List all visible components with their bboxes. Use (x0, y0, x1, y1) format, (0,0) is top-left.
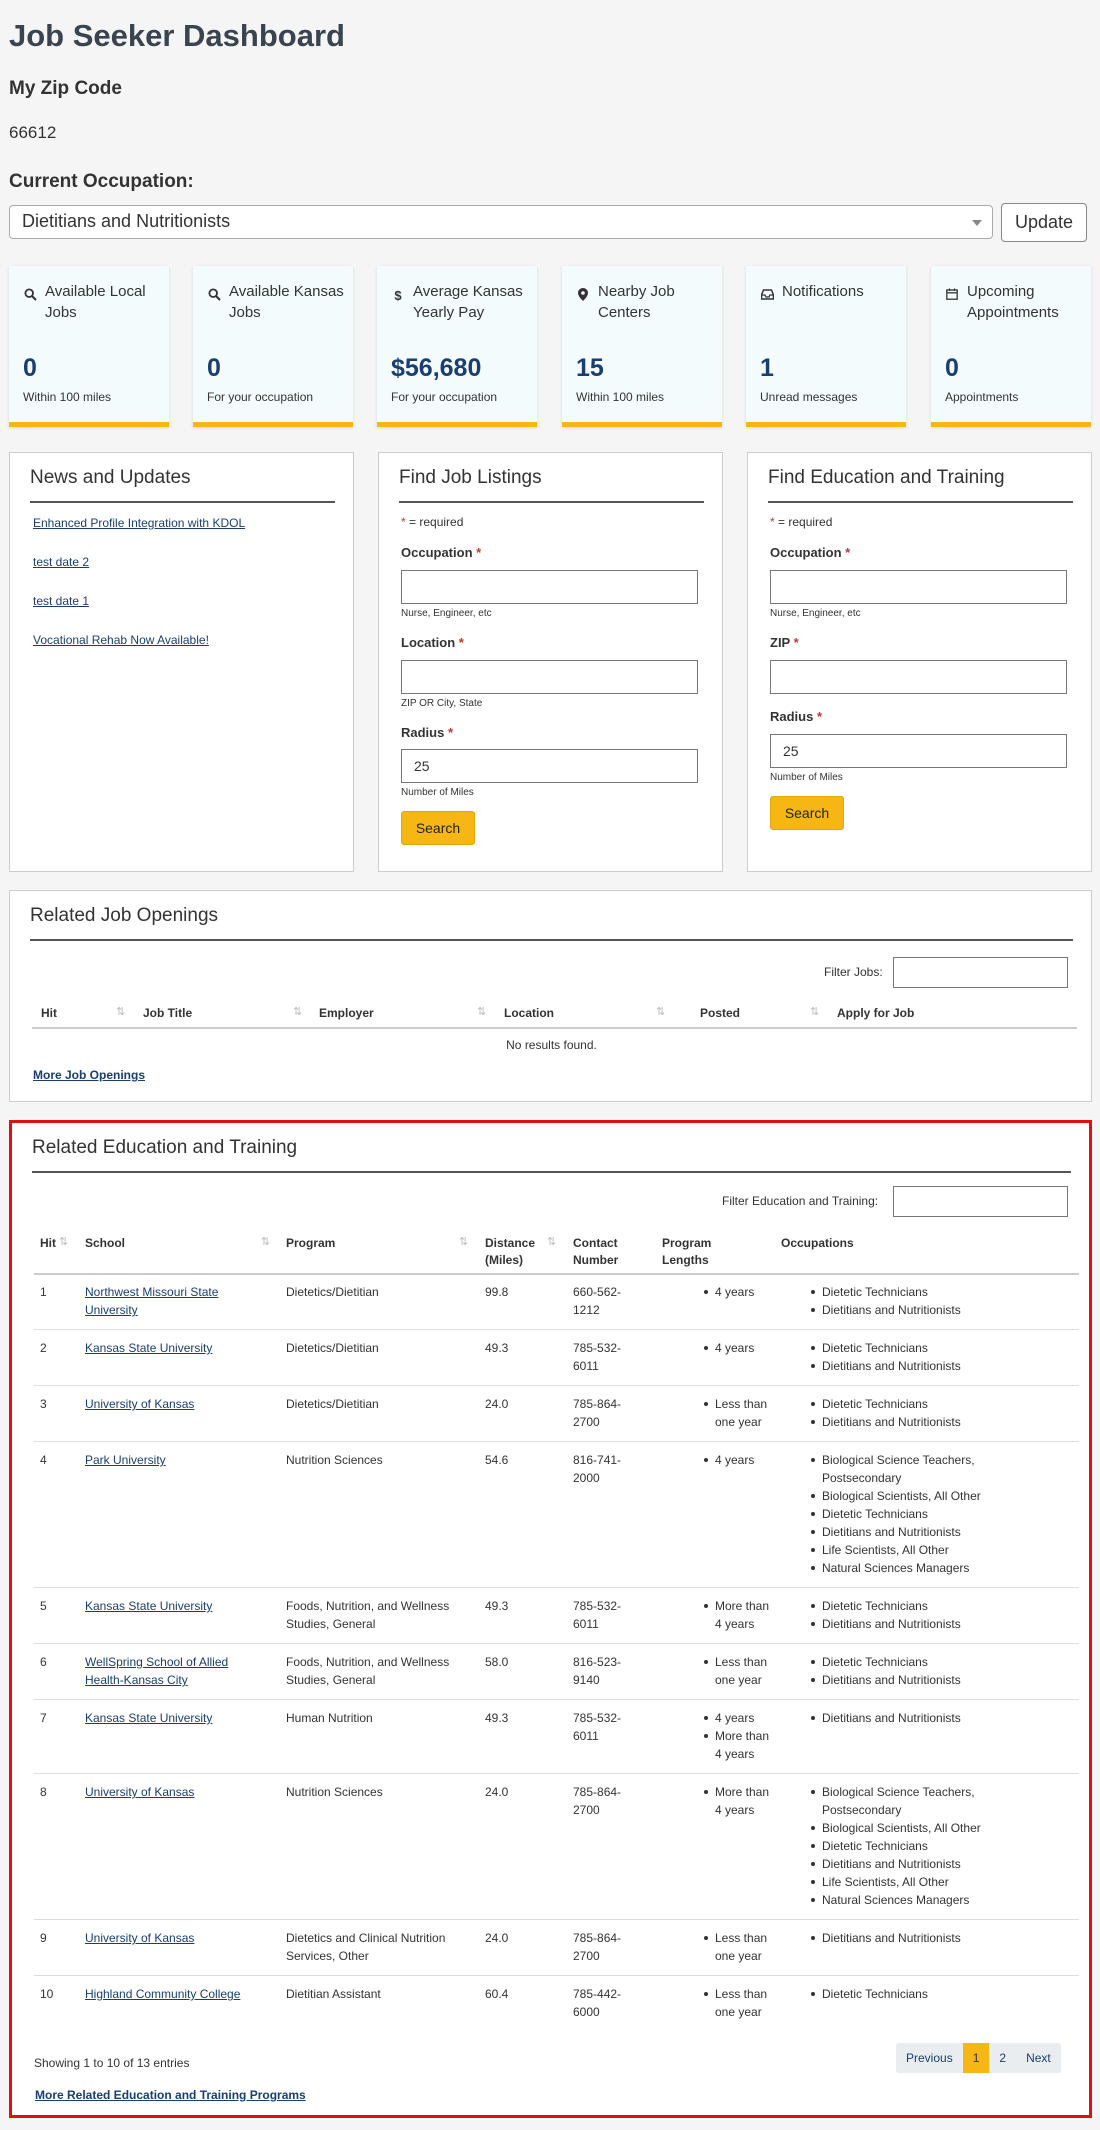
stat-card-appointments[interactable] (931, 266, 1091, 427)
occupation-item: Dietetic Technicians (811, 1837, 1011, 1855)
sort-icon[interactable]: ⇅ (59, 1236, 69, 1248)
table-cell-school (85, 1451, 250, 1469)
stat-value: 0 (23, 354, 37, 382)
stat-value: $56,680 (391, 354, 482, 382)
location-label: Location * (401, 635, 464, 650)
table-cell-contact: 816-523-9140 (573, 1655, 622, 1687)
stat-sub: Unread messages (760, 390, 858, 404)
table-cell-program: Foods, Nutrition, and Wellness Studies, General (286, 1655, 450, 1687)
column-header-employer[interactable]: Employer (319, 1006, 374, 1020)
table-cell-occupations (811, 1783, 1011, 1909)
occupation-help: Nurse, Engineer, etc (401, 608, 492, 619)
find-education-title: Find Education and Training (768, 467, 1005, 488)
table-cell-program: Dietetics/Dietitian (286, 1397, 379, 1411)
table-cell-lengths (704, 1339, 779, 1357)
divider (32, 1027, 1077, 1029)
table-cell-occupations (811, 1451, 1011, 1577)
table-cell-occupations (811, 1339, 1011, 1375)
occupation-item: Biological Science Teachers, Postsecondary (811, 1783, 1011, 1819)
program-length-item: More than 4 years (704, 1597, 779, 1633)
table-cell-contact: 785-532-6011 (573, 1341, 622, 1373)
occupation-item: Dietitians and Nutritionists (811, 1301, 1011, 1319)
column-header-occupations[interactable]: Occupations (781, 1236, 854, 1250)
occupation-item: Dietitians and Nutritionists (811, 1615, 1011, 1633)
sort-icon[interactable]: ⇅ (656, 1006, 666, 1018)
table-cell-program: Nutrition Sciences (286, 1785, 383, 1799)
occupation-item: Life Scientists, All Other (811, 1873, 1011, 1891)
table-cell-program: Foods, Nutrition, and Wellness Studies, General (286, 1599, 450, 1631)
zip-value: 66612 (9, 123, 57, 142)
zip-label: My Zip Code (9, 78, 122, 99)
table-cell-lengths (704, 1985, 779, 2021)
table-cell-hit: 10 (40, 1987, 54, 2001)
stat-label: Notifications (782, 283, 864, 300)
occupation-item: Dietetic Technicians (811, 1597, 1011, 1615)
table-cell-hit: 3 (40, 1397, 47, 1411)
column-header-hit[interactable]: Hit (40, 1236, 56, 1250)
program-length-item: 4 years (704, 1709, 779, 1727)
table-cell-hit: 5 (40, 1599, 47, 1613)
job-openings-title: Related Job Openings (30, 905, 219, 926)
table-cell-occupations (811, 1929, 1011, 1947)
more-job-openings-link[interactable]: More Job Openings (33, 1068, 146, 1082)
table-cell-hit: 1 (40, 1285, 47, 1299)
table-cell-contact: 660-562-1212 (573, 1285, 622, 1317)
map-marker-icon (576, 288, 590, 304)
radius-label: Radius * (401, 725, 454, 740)
stat-label: Available Kansas Jobs (229, 283, 344, 321)
occupation-item: Dietitians and Nutritionists (811, 1929, 1011, 1947)
occupation-item: Natural Sciences Managers (811, 1891, 1011, 1909)
stat-card-local-jobs[interactable] (9, 266, 169, 427)
pagination-page-2[interactable]: 2 (999, 2051, 1007, 2065)
stat-card-average-pay[interactable] (377, 266, 537, 427)
column-header-job-title[interactable]: Job Title (143, 1006, 193, 1020)
pagination-previous[interactable]: Previous (906, 2051, 953, 2065)
table-cell-program: Human Nutrition (286, 1711, 373, 1725)
program-length-item: Less than one year (704, 1653, 779, 1689)
divider (34, 1975, 1079, 1976)
divider (399, 501, 704, 503)
stat-label: Nearby Job Centers (598, 283, 675, 321)
table-cell-school (85, 1783, 250, 1801)
news-title: News and Updates (30, 467, 191, 488)
occupation-help: Nurse, Engineer, etc (770, 608, 861, 619)
dollar-icon: $ (394, 288, 402, 303)
occupation-item: Natural Sciences Managers (811, 1559, 1011, 1577)
sort-icon[interactable]: ⇅ (293, 1006, 303, 1018)
occupation-item: Dietetic Technicians (811, 1653, 1011, 1671)
page-title: Job Seeker Dashboard (9, 18, 345, 53)
table-cell-school (85, 1339, 250, 1357)
search-icon (207, 288, 221, 304)
program-length-item: More than 4 years (704, 1783, 779, 1819)
sort-icon[interactable]: ⇅ (547, 1236, 557, 1248)
stat-label: Upcoming Appointments (967, 283, 1059, 321)
news-link[interactable]: test date 1 (33, 594, 90, 608)
occupation-item: Dietetic Technicians (811, 1395, 1011, 1413)
table-cell-hit: 7 (40, 1711, 47, 1725)
school-link[interactable]: Park University (85, 1453, 166, 1467)
required-note: * = required (401, 515, 464, 529)
column-header-school[interactable]: School (85, 1236, 126, 1250)
update-button[interactable]: Update (1001, 203, 1087, 242)
column-header-distance[interactable]: Distance (Miles) (485, 1236, 536, 1267)
stat-value: 1 (760, 354, 774, 382)
table-cell-hit: 2 (40, 1341, 47, 1355)
table-cell-hit: 9 (40, 1931, 47, 1945)
occupation-item: Dietetic Technicians (811, 1985, 1011, 2003)
table-cell-lengths (704, 1929, 779, 1965)
education-title: Related Education and Training (32, 1137, 298, 1158)
filter-jobs-label: Filter Jobs: (824, 965, 883, 979)
filter-education-label: Filter Education and Training: (722, 1194, 879, 1208)
table-cell-occupations (811, 1985, 1011, 2003)
column-header-program[interactable]: Program (286, 1236, 336, 1250)
column-header-lengths[interactable]: Program Lengths (662, 1236, 712, 1267)
stat-label: Available Local Jobs (45, 283, 146, 321)
occupation-label: Occupation * (770, 545, 851, 560)
divider (34, 1773, 1079, 1774)
news-link[interactable]: Vocational Rehab Now Available! (33, 633, 209, 647)
table-cell-school (85, 1709, 250, 1727)
occupation-item: Dietitians and Nutritionists (811, 1671, 1011, 1689)
occupation-item: Dietitians and Nutritionists (811, 1855, 1011, 1873)
program-length-item: 4 years (704, 1451, 779, 1469)
program-length-item: 4 years (704, 1283, 779, 1301)
divider (34, 1329, 1079, 1330)
table-cell-lengths (704, 1451, 779, 1469)
pagination (896, 2043, 1061, 2073)
news-link[interactable]: Enhanced Profile Integration with KDOL (33, 516, 246, 530)
table-cell-program: Dietetics/Dietitian (286, 1285, 379, 1299)
table-cell-lengths (704, 1283, 779, 1301)
table-cell-lengths (704, 1783, 779, 1819)
divider (32, 1171, 1071, 1173)
occupation-label: Occupation * (401, 545, 482, 560)
radius-help: Number of Miles (770, 772, 843, 783)
column-header-contact[interactable]: Contact Number (573, 1236, 619, 1267)
divider (30, 501, 335, 503)
school-link[interactable]: University of Kansas (85, 1931, 195, 1945)
occupation-item: Dietitians and Nutritionists (811, 1357, 1011, 1375)
occupation-item: Biological Scientists, All Other (811, 1487, 1011, 1505)
school-link[interactable]: Kansas State University (85, 1711, 213, 1725)
stat-value: 15 (576, 354, 604, 382)
table-cell-distance: 24.0 (485, 1785, 509, 1799)
occupation-item: Dietetic Technicians (811, 1339, 1011, 1357)
required-note: * = required (770, 515, 833, 529)
job-openings-panel (9, 890, 1092, 1102)
occupation-item: Dietitians and Nutritionists (811, 1523, 1011, 1541)
news-link[interactable]: test date 2 (33, 555, 90, 569)
occupation-item: Biological Scientists, All Other (811, 1819, 1011, 1837)
table-cell-lengths (704, 1597, 779, 1633)
occupation-item: Life Scientists, All Other (811, 1541, 1011, 1559)
column-header-posted[interactable]: Posted (700, 1006, 741, 1020)
school-link[interactable]: Kansas State University (85, 1599, 213, 1613)
search-jobs-button[interactable]: Search (401, 811, 475, 845)
table-cell-school (85, 1653, 250, 1689)
program-length-item: Less than one year (704, 1929, 779, 1965)
table-cell-school (85, 1985, 250, 2003)
table-cell-school (85, 1597, 250, 1615)
table-cell-contact: 785-532-6011 (573, 1711, 622, 1743)
education-panel (9, 1120, 1092, 2118)
occupation-input[interactable] (401, 570, 698, 604)
more-education-link[interactable]: More Related Education and Training Programs (35, 2088, 306, 2102)
table-cell-school (85, 1283, 250, 1319)
chevron-down-icon (972, 220, 982, 226)
table-cell-contact: 785-442-6000 (573, 1987, 622, 2019)
divider (768, 501, 1073, 503)
location-input[interactable] (401, 660, 698, 694)
table-cell-hit: 4 (40, 1453, 47, 1467)
program-length-item: Less than one year (704, 1395, 779, 1431)
table-cell-distance: 49.3 (485, 1711, 509, 1725)
table-cell-contact: 785-532-6011 (573, 1599, 622, 1631)
table-cell-program: Dietetics/Dietitian (286, 1341, 379, 1355)
table-cell-school (85, 1395, 250, 1413)
column-header-hit[interactable]: Hit (41, 1006, 57, 1020)
sort-icon[interactable]: ⇅ (116, 1006, 126, 1018)
location-help: ZIP OR City, State (401, 698, 483, 709)
school-link[interactable]: Kansas State University (85, 1341, 213, 1355)
table-cell-distance: 24.0 (485, 1931, 509, 1945)
column-header-location[interactable]: Location (504, 1006, 554, 1020)
school-link[interactable]: WellSpring School of Allied Health-Kansas City (85, 1655, 229, 1687)
occupation-item: Dietetic Technicians (811, 1505, 1011, 1523)
table-cell-distance: 54.6 (485, 1453, 509, 1467)
sort-icon[interactable]: ⇅ (459, 1236, 469, 1248)
find-jobs-title: Find Job Listings (399, 467, 542, 488)
table-cell-distance: 24.0 (485, 1397, 509, 1411)
search-icon (23, 288, 37, 304)
calendar-icon (945, 288, 959, 303)
divider (34, 1643, 1079, 1644)
table-cell-contact: 816-741-2000 (573, 1453, 622, 1485)
stat-sub: Within 100 miles (23, 390, 112, 404)
school-link[interactable]: University of Kansas (85, 1785, 195, 1799)
table-cell-hit: 8 (40, 1785, 47, 1799)
occupation-select[interactable] (9, 205, 993, 239)
news-panel (9, 452, 354, 872)
divider (34, 1273, 1079, 1275)
occupation-select-value: Dietitians and Nutritionists (22, 211, 231, 231)
stat-card-job-centers[interactable] (562, 266, 722, 427)
table-cell-occupations (811, 1597, 1011, 1633)
occupation-item: Dietitians and Nutritionists (811, 1413, 1011, 1431)
filter-education-input[interactable] (893, 1186, 1068, 1217)
stat-sub: Within 100 miles (576, 390, 665, 404)
table-cell-hit: 6 (40, 1655, 47, 1669)
divider (30, 939, 1073, 941)
radius-help: Number of Miles (401, 787, 474, 798)
sort-icon[interactable]: ⇅ (810, 1006, 820, 1018)
filter-jobs-input[interactable] (893, 957, 1068, 988)
stat-card-notifications[interactable] (746, 266, 906, 427)
zip-input[interactable] (770, 660, 1067, 694)
showing-entries: Showing 1 to 10 of 13 entries (34, 2056, 190, 2070)
table-cell-lengths (704, 1709, 779, 1763)
sort-icon[interactable]: ⇅ (477, 1006, 487, 1018)
table-cell-lengths (704, 1653, 779, 1689)
stat-sub: For your occupation (207, 390, 314, 404)
stat-sub: Appointments (945, 390, 1019, 404)
school-link[interactable]: Highland Community College (85, 1987, 241, 2001)
divider (34, 1441, 1079, 1442)
table-cell-lengths (704, 1395, 779, 1431)
occupation-item: Dietitians and Nutritionists (811, 1709, 1011, 1727)
table-cell-program: Dietetics and Clinical Nutrition Services, Other (286, 1931, 446, 1963)
empty-results: No results found. (506, 1038, 597, 1052)
column-header-apply[interactable]: Apply for Job (837, 1006, 915, 1020)
radius-label: Radius * (770, 709, 823, 724)
pagination-next[interactable]: Next (1026, 2051, 1051, 2065)
occupation-label: Current Occupation: (9, 171, 194, 192)
table-cell-contact: 785-864-2700 (573, 1785, 622, 1817)
find-education-panel (747, 452, 1092, 872)
inbox-icon (760, 288, 774, 303)
divider (34, 1385, 1079, 1386)
stat-value: 0 (207, 354, 221, 382)
divider (34, 1587, 1079, 1588)
table-cell-occupations (811, 1709, 1011, 1727)
program-length-item: Less than one year (704, 1985, 779, 2021)
stat-sub: For your occupation (391, 390, 498, 404)
search-education-button[interactable]: Search (770, 796, 844, 830)
program-length-item: More than 4 years (704, 1727, 779, 1763)
occupation-input[interactable] (770, 570, 1067, 604)
sort-icon[interactable]: ⇅ (261, 1236, 271, 1248)
table-cell-distance: 49.3 (485, 1341, 509, 1355)
radius-input[interactable] (770, 734, 1067, 768)
table-cell-occupations (811, 1653, 1011, 1689)
table-cell-occupations (811, 1283, 1011, 1319)
school-link[interactable]: University of Kansas (85, 1397, 195, 1411)
school-link[interactable]: Northwest Missouri State University (85, 1285, 219, 1317)
stat-label: Average Kansas Yearly Pay (413, 283, 523, 321)
table-cell-program: Dietitian Assistant (286, 1987, 381, 2001)
pagination-page-1[interactable]: 1 (963, 2043, 990, 2073)
radius-input[interactable] (401, 749, 698, 783)
divider (34, 1919, 1079, 1920)
zip-label: ZIP * (770, 635, 799, 650)
occupation-item: Dietetic Technicians (811, 1283, 1011, 1301)
table-cell-distance: 99.8 (485, 1285, 509, 1299)
stat-value: 0 (945, 354, 959, 382)
divider (34, 1699, 1079, 1700)
stat-card-kansas-jobs[interactable] (193, 266, 353, 427)
table-cell-distance: 60.4 (485, 1987, 509, 2001)
program-length-item: 4 years (704, 1339, 779, 1357)
table-cell-occupations (811, 1395, 1011, 1431)
table-cell-school (85, 1929, 250, 1947)
table-cell-contact: 785-864-2700 (573, 1931, 622, 1963)
find-jobs-panel (378, 452, 723, 872)
table-cell-distance: 49.3 (485, 1599, 509, 1613)
table-cell-program: Nutrition Sciences (286, 1453, 383, 1467)
occupation-item: Biological Science Teachers, Postsecondary (811, 1451, 1011, 1487)
table-cell-contact: 785-864-2700 (573, 1397, 622, 1429)
table-cell-distance: 58.0 (485, 1655, 509, 1669)
